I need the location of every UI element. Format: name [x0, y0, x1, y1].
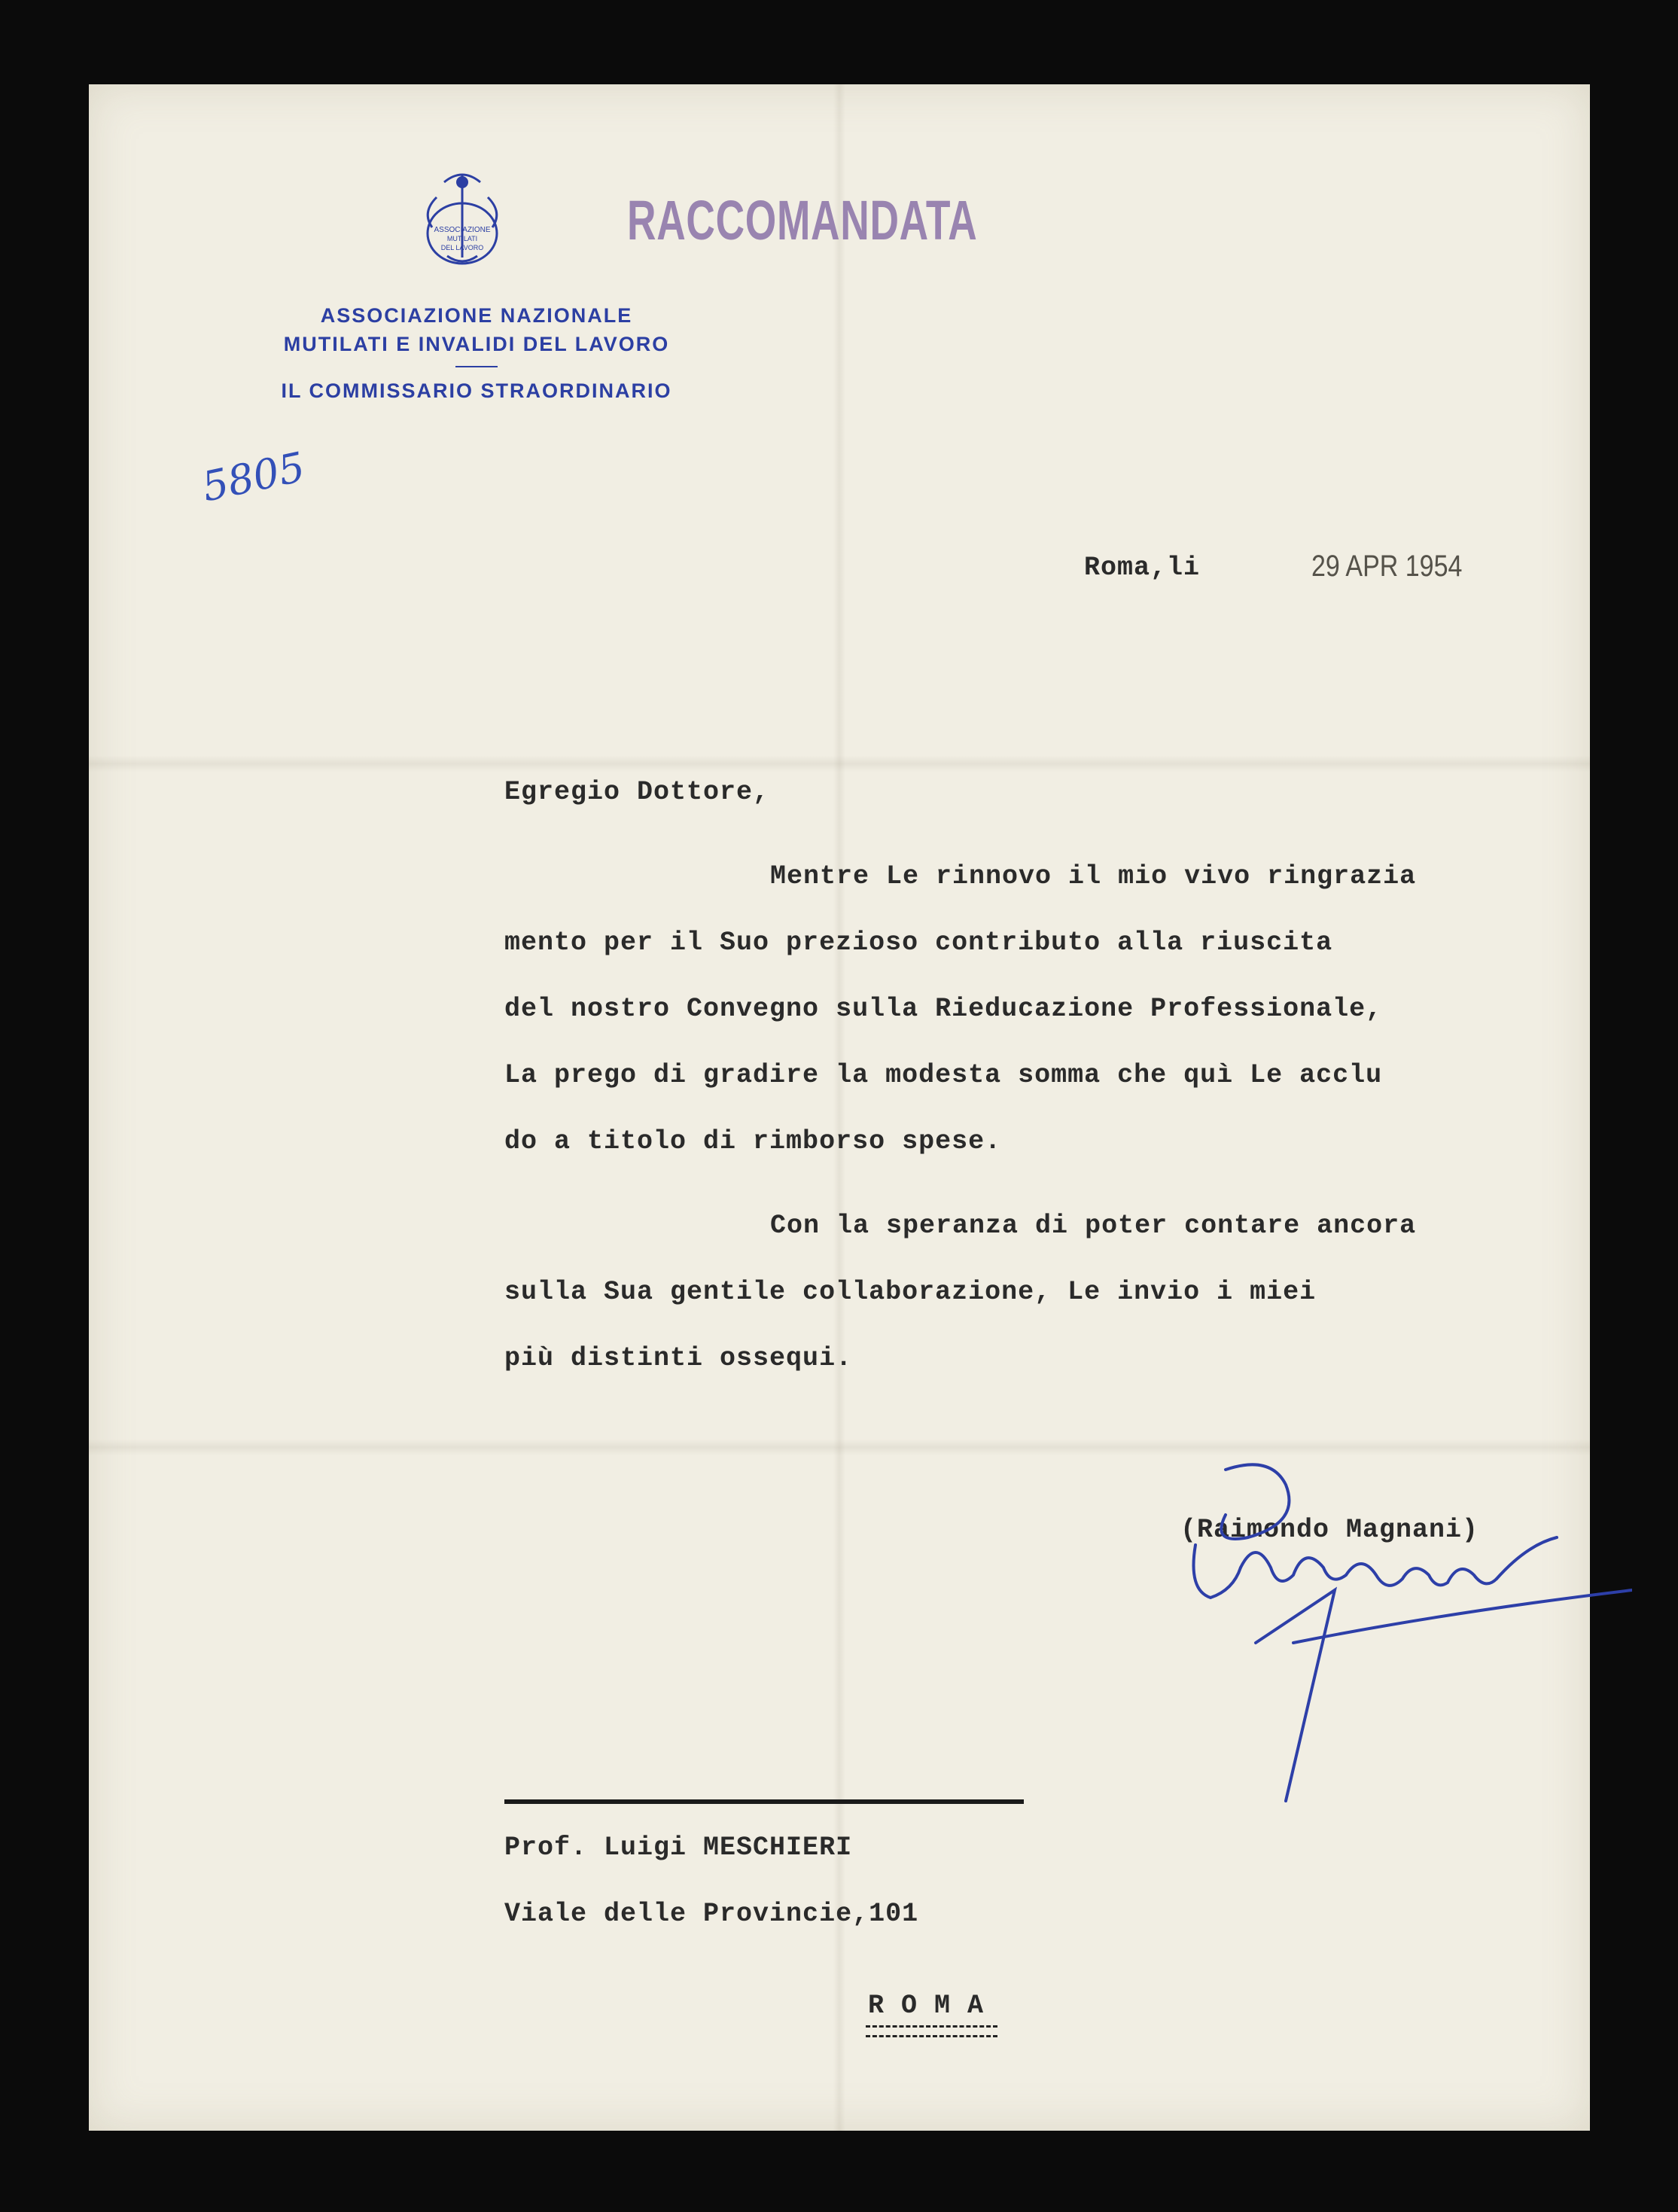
org-name-line2: MUTILATI E INVALIDI DEL LAVORO	[283, 333, 670, 355]
body-line: Con la speranza di poter contare ancora	[770, 1211, 1417, 1241]
org-name-line1: ASSOCIAZIONE NAZIONALE	[320, 304, 633, 327]
body-line: più distinti ossequi.	[504, 1343, 853, 1373]
org-role: IL COMMISSARIO STRAORDINARIO	[281, 379, 672, 402]
association-logo-icon	[414, 167, 510, 273]
body-line: La prego di gradire la modesta somma che quì Le acclu	[504, 1060, 1383, 1090]
body-line: sulla Sua gentile collaborazione, Le invio i miei	[504, 1277, 1317, 1307]
letter-page	[89, 84, 1590, 2131]
body-line: do a titolo di rimborso spese.	[504, 1126, 1002, 1156]
header-divider	[455, 366, 498, 367]
recipient-address: Viale delle Provincie,101	[504, 1899, 919, 1929]
organization-header	[194, 301, 759, 405]
place-label: Roma,li	[1084, 553, 1201, 583]
body-line: del nostro Convegno sulla Rieducazione Professionale,	[504, 994, 1383, 1024]
body-line: Mentre Le rinnovo il mio vivo ringrazia	[770, 861, 1417, 891]
recipient-name: Prof. Luigi MESCHIERI	[504, 1833, 853, 1863]
registered-mail-stamp: RACCOMANDATA	[627, 189, 978, 251]
salutation: Egregio Dottore,	[504, 777, 770, 807]
recipient-city: R O M A	[868, 1991, 985, 2021]
date-stamp: 29 APR 1954	[1311, 550, 1463, 583]
signatory-name: (Raimondo Magnani)	[1180, 1515, 1479, 1545]
address-separator	[504, 1799, 1024, 1804]
handwritten-signature	[1105, 1455, 1632, 1876]
handwritten-number: 5805	[197, 443, 309, 511]
svg-text:MUTILATI: MUTILATI	[446, 235, 478, 242]
city-double-underline	[866, 2025, 997, 2037]
svg-text:DEL LAVORO: DEL LAVORO	[440, 244, 484, 251]
body-line: mento per il Suo prezioso contributo alla riuscita	[504, 928, 1333, 958]
svg-text:ASSOCIAZIONE: ASSOCIAZIONE	[434, 226, 491, 234]
